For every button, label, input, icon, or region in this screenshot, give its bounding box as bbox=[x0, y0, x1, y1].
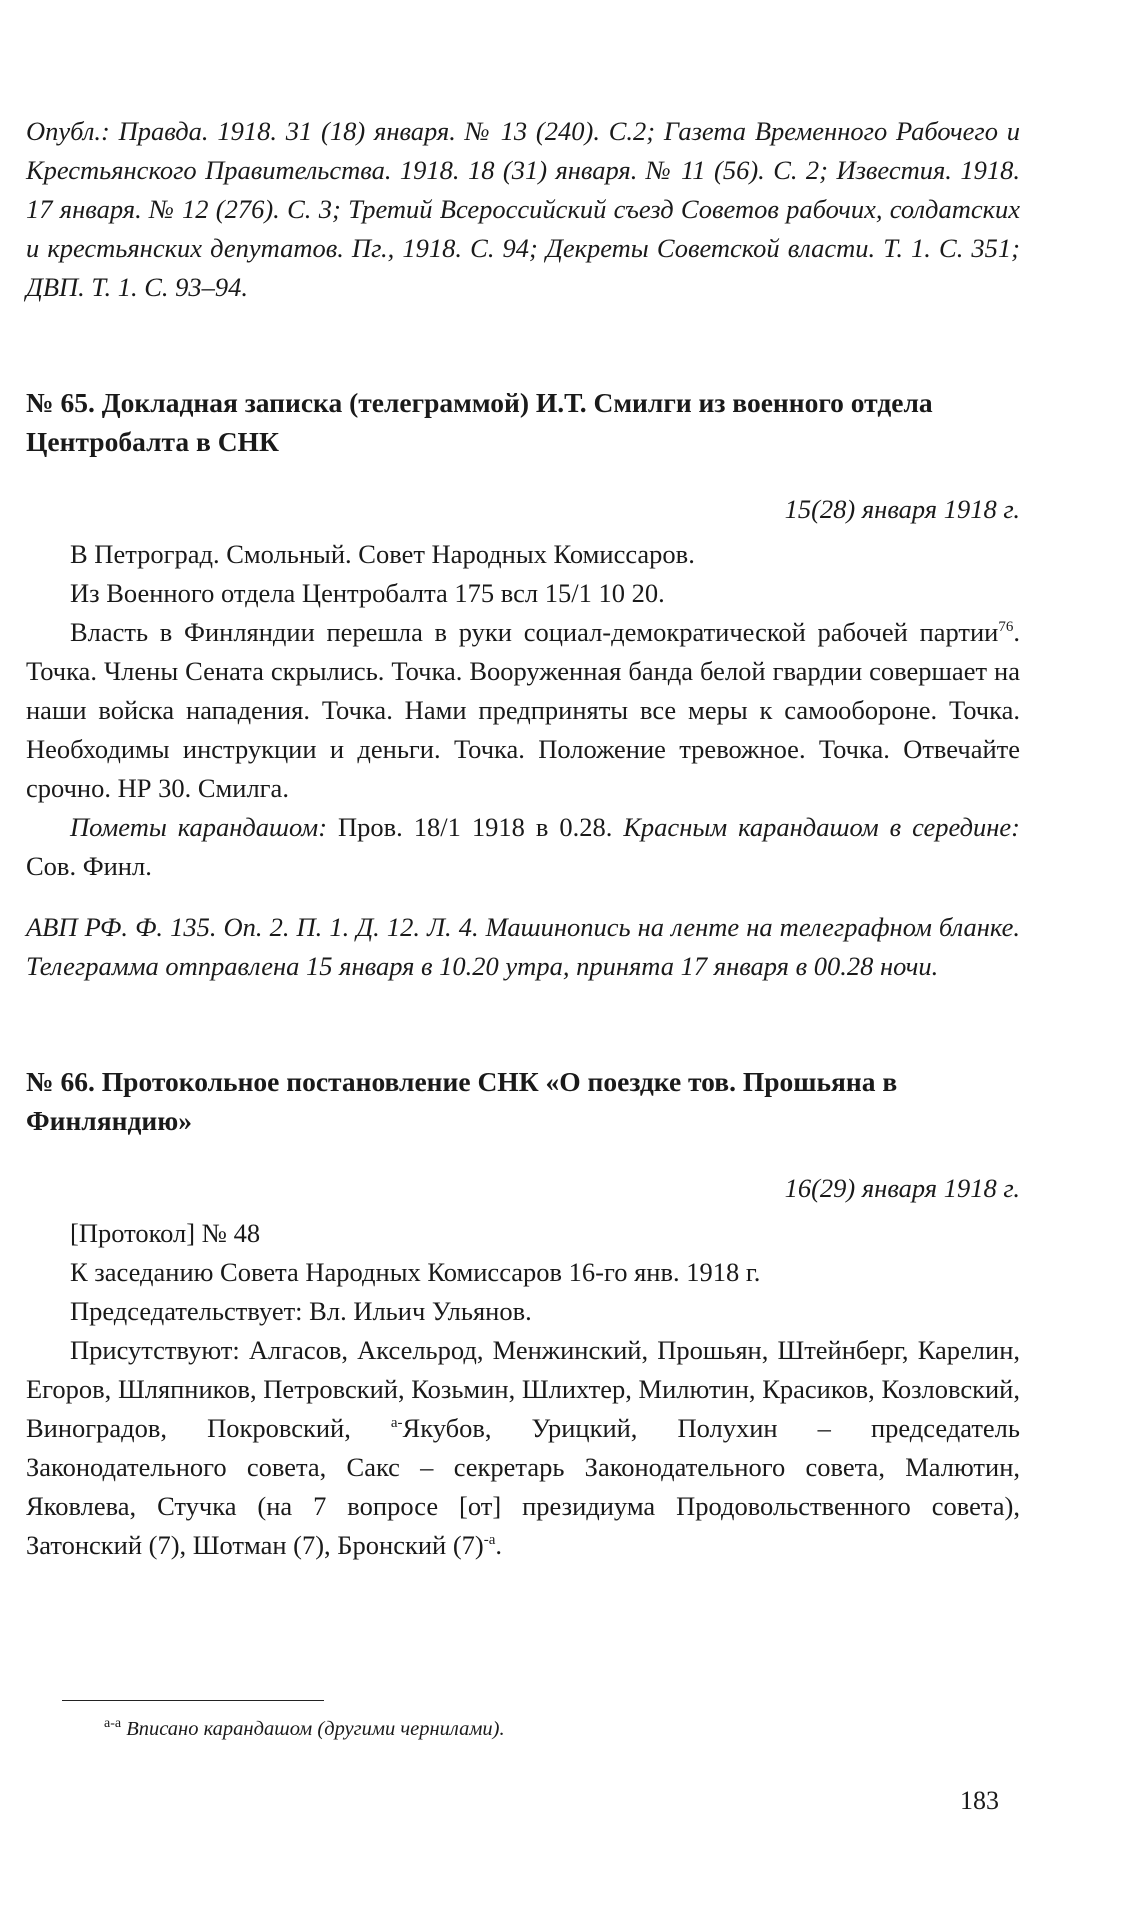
doc66-attendees-a: Присутствуют: Алгасов, Аксельрод, Менжинский, Прошьян, Штейнберг, Карелин, Егоров, Шляпников, Петровский, Козьмин, Шлихтер, Милютин, Красиков, Козловский, Виноградов, Покровский, bbox=[26, 1335, 1020, 1443]
page-number: 183 bbox=[960, 1786, 999, 1815]
doc65-address: В Петроград. Смольный. Совет Народных Комиссаров. bbox=[70, 539, 695, 569]
insertion-mark-end: -а bbox=[483, 1532, 496, 1549]
doc65-notes-label: Пометы карандашом: bbox=[70, 812, 328, 842]
doc65-sender: Из Военного отдела Центробалта 175 всл 15/1 10 20. bbox=[70, 578, 665, 608]
doc65-notes-label2: Красным карандашом в середине: bbox=[623, 812, 1020, 842]
footnote bbox=[104, 1713, 505, 1745]
doc65-body-text-a: Власть в Финляндии перешла в руки социал-демократической рабочей партии bbox=[70, 617, 999, 647]
footnote-text: Вписано карандашом (другими чернилами). bbox=[121, 1718, 505, 1740]
doc65-body bbox=[26, 613, 1020, 808]
footnote-divider bbox=[62, 1700, 324, 1701]
doc65-archive-reference: АВП РФ. Ф. 135. Оп. 2. П. 1. Д. 12. Л. 4. Машинопись на ленте на телеграфном бланке. Телеграмма отправлена 15 января в 10.20 утра, принята 17 января в 00.28 ночи. bbox=[26, 912, 1020, 981]
document-65-heading: № 65. Докладная записка (телеграммой) И.Т. Смилги из военного отдела Центробалта в СНК bbox=[26, 387, 933, 457]
doc65-notes-text2: Сов. Финл. bbox=[26, 851, 152, 881]
document-66-date: 16(29) января 1918 г. bbox=[784, 1173, 1020, 1203]
doc65-body-text-b: . Точка. Члены Сената скрылись. Точка. Вооруженная банда белой гвардии совершает на наши войска нападения. Точка. Нами предприняты все меры к самообороне. Точка. Необходимы инструкции и деньги. Точка. Положение тревожное. Точка. Отвечайте срочно. НР 30. Смилга. bbox=[26, 617, 1020, 803]
doc66-attendees bbox=[26, 1331, 1020, 1565]
insertion-mark-start: а- bbox=[390, 1415, 403, 1432]
doc66-chair: Председательствует: Вл. Ильич Ульянов. bbox=[70, 1296, 532, 1326]
publication-source: Опубл.: Правда. 1918. 31 (18) января. № 13 (240). С.2; Газета Временного Рабочего и Крестьянского Правительства. 1918. 18 (31) января. № 11 (56). С. 2; Известия. 1918. 17 января. № 12 (276). С. 3; Третий Всероссийский съезд Советов рабочих, солдатских и крестьянских депутатов. Пг., 1918. С. 94; Декреты Советской власти. Т. 1. С. 351; ДВП. Т. 1. С. 93–94. bbox=[26, 116, 1020, 302]
footnote-ref-76: 76 bbox=[998, 619, 1014, 636]
doc66-attendees-b: Якубов, Урицкий, Полухин – председатель Законодательного совета, Сакс – секретарь Законодательного совета, Малютин, Яковлева, Стучка (на 7 вопросе [от] президиума Продовольственного совета), Затонский (7), Шотман (7), Бронский (7) bbox=[26, 1413, 1020, 1560]
doc66-meeting: К заседанию Совета Народных Комиссаров 16-го янв. 1918 г. bbox=[70, 1257, 761, 1287]
doc66-attendees-c: . bbox=[495, 1530, 503, 1560]
doc66-protocol-number: [Протокол] № 48 bbox=[70, 1218, 261, 1248]
footnote-mark: а-а bbox=[104, 1716, 122, 1732]
document-66-heading: № 66. Протокольное постановление СНК «О поездке тов. Прошьяна в Финляндию» bbox=[26, 1066, 898, 1136]
doc65-notes bbox=[26, 808, 1020, 886]
doc65-notes-text: Пров. 18/1 1918 в 0.28. bbox=[327, 812, 624, 842]
document-65-date: 15(28) января 1918 г. bbox=[784, 494, 1020, 524]
